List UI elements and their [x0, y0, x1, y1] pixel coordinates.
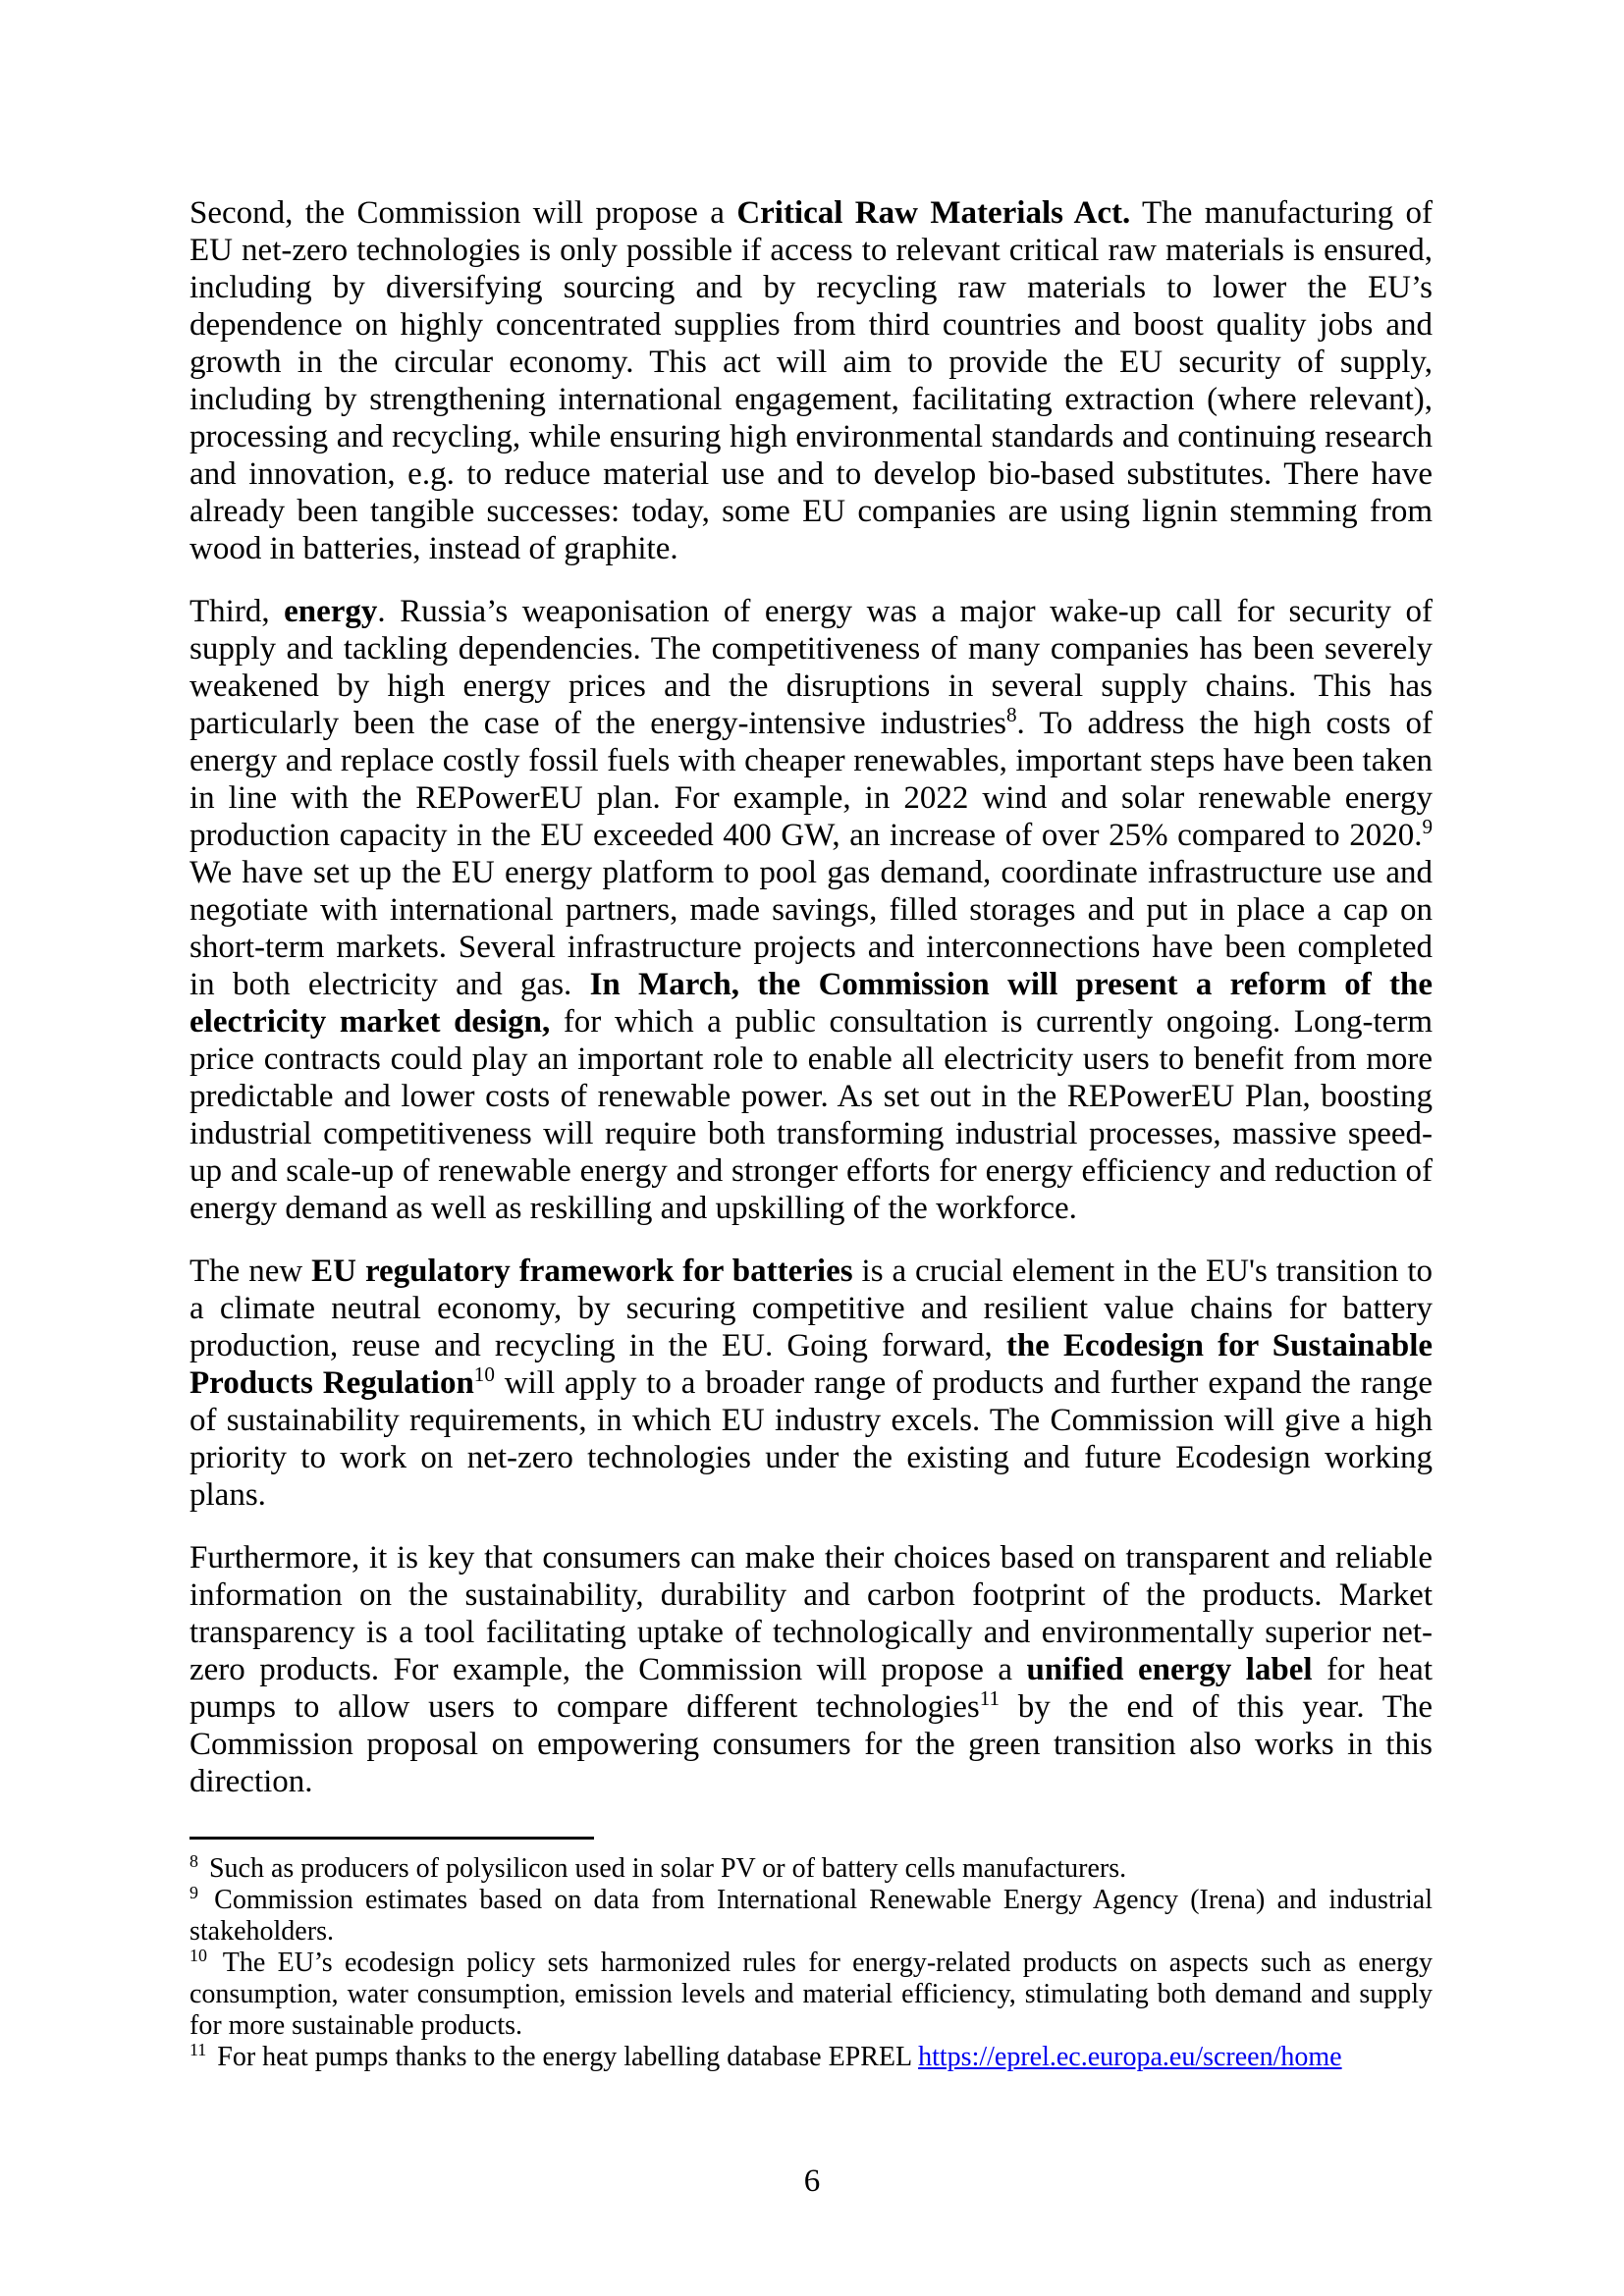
bold-run: unified energy label	[1026, 1652, 1313, 1687]
text-run: will apply to a broader range of products and further expand the range of sustainability requirements, in which EU industry excels. The Commission will give a high priority to work on net-zero technologies under the existing and future Ecodesign working plans.	[189, 1365, 1433, 1513]
bold-run: the Ecodesign for Sustainable Products Regulation	[189, 1328, 1434, 1401]
footnote-text-8	[202, 1853, 1126, 1884]
text-run: For heat pumps thanks to the energy labelling database EPREL	[210, 2042, 919, 2072]
footnote-number-8: 8	[189, 1851, 198, 1872]
footnote-number-9: 9	[189, 1883, 198, 1903]
footnote-8	[189, 1853, 1433, 1885]
footnote-10	[189, 1948, 1433, 2042]
footnote-text-10	[189, 1948, 1433, 2041]
text-run: Such as producers of polysilicon used in solar PV or of battery cells manufacturers.	[201, 1853, 1127, 1884]
footnote-ref-10: 10	[473, 1362, 495, 1387]
paragraph-critical-raw-materials	[189, 194, 1433, 567]
text-run: The manufacturing of EU net-zero technologies is only possible if access to relevant critical raw materials is ensured, including by diversifying sourcing and by recycling raw materials to lower the EU’s dependence on highly concentrated supplies from third countries and boost quality jobs and growth in the circular economy. This act will aim to provide the EU security of supply, including by strengthening international engagement, facilitating extraction (where relevant), processing and recycling, while ensuring high environmental standards and continuing research and innovation, e.g. to reduce material use and to develop bio-based substitutes. There have already been tangible successes: today, some EU companies are using lignin stemming from wood in batteries, instead of graphite.	[189, 195, 1434, 566]
bold-run: energy	[284, 594, 378, 629]
footnote-ref-9: 9	[1422, 815, 1433, 839]
text-run: is a crucial element in the EU's transition to a climate neutral economy, by securing competitive and resilient value chains for battery production, reuse and recycling in the EU. Going forward,	[189, 1254, 1434, 1363]
footnote-ref-8: 8	[1005, 703, 1017, 727]
page-number: 6	[803, 2163, 821, 2199]
paragraph-energy	[189, 593, 1433, 1227]
paragraph-consumer-transparency	[189, 1539, 1433, 1800]
text-run: The EU’s ecodesign policy sets harmonized rules for energy-related products on aspects such as energy consumption, water consumption, emission levels and material efficiency, stimulating both demand and supply for more sustainable products.	[189, 1948, 1433, 2041]
footnote-text-9	[189, 1885, 1433, 1947]
text-run: Third,	[189, 594, 285, 629]
text-run: Furthermore, it is key that consumers can make their choices based on transparent and reliable information on the sustainability, durability and carbon footprint of the products. Market transparency is a tool facilitating uptake of technologically and environmentally superior net-zero products. For example, the Commission will propose a	[189, 1540, 1433, 1687]
text-run: for heat pumps to allow users to compare different technologies	[189, 1652, 1433, 1725]
text-run: by the end of this year. The Commission proposal on empowering consumers for the green transition also works in this direction.	[189, 1689, 1433, 1799]
document-body	[189, 194, 1433, 1800]
text-run: . To address the high costs of energy and replace costly fossil fuels with cheaper renewables, important steps have been taken in line with the REPowerEU plan. For example, in 2022 wind and solar renewable energy production capacity in the EU exceeded 400 GW, an increase of over 25% compared to 2020.	[189, 706, 1434, 853]
eprel-link[interactable]: https://eprel.ec.europa.eu/screen/home	[918, 2042, 1342, 2072]
paragraph-batteries-ecodesign	[189, 1253, 1433, 1514]
text-run: Commission estimates based on data from International Renewable Energy Agency (Irena) and industrial stakeholders.	[189, 1885, 1433, 1947]
text-run: We have set up the EU energy platform to pool gas demand, coordinate infrastructure use and negotiate with international partners, made savings, filled storages and put in place a cap on short-term markets. Several infrastructure projects and interconnections have been completed in both electricity and gas.	[189, 855, 1433, 1002]
footnote-separator	[189, 1837, 594, 1840]
text-run: . Russia’s weaponisation of energy was a major wake-up call for security of supply and tackling dependencies. The competitiveness of many companies has been severely weakened by high energy prices and the disruptions in several supply chains. This has particularly been the case of the energy-intensive industries	[189, 594, 1433, 741]
bold-run: In March, the Commission will present a reform of the electricity market design,	[189, 967, 1433, 1040]
footnotes-section	[189, 1853, 1433, 2073]
text-run: for which a public consultation is currently ongoing. Long-term price contracts could play an important role to enable all electricity users to benefit from more predictable and lower costs of renewable power. As set out in the REPowerEU Plan, boosting industrial competitiveness will require both transforming industrial processes, massive speed-up and scale-up of renewable energy and stronger efforts for energy efficiency and reduction of energy demand as well as reskilling and upskilling of the workforce.	[189, 1004, 1433, 1226]
bold-run: Critical Raw Materials Act.	[736, 195, 1131, 231]
footnote-ref-11: 11	[979, 1686, 1001, 1711]
footnote-11	[189, 2042, 1433, 2073]
text-run: Second, the Commission will propose a	[189, 195, 737, 231]
footnote-9	[189, 1885, 1433, 1948]
footnote-number-10: 10	[189, 1946, 207, 1966]
text-run: The new	[189, 1254, 312, 1289]
footnote-text-11	[210, 2042, 1341, 2072]
footnote-number-11: 11	[189, 2040, 207, 2060]
bold-run: EU regulatory framework for batteries	[311, 1254, 853, 1289]
